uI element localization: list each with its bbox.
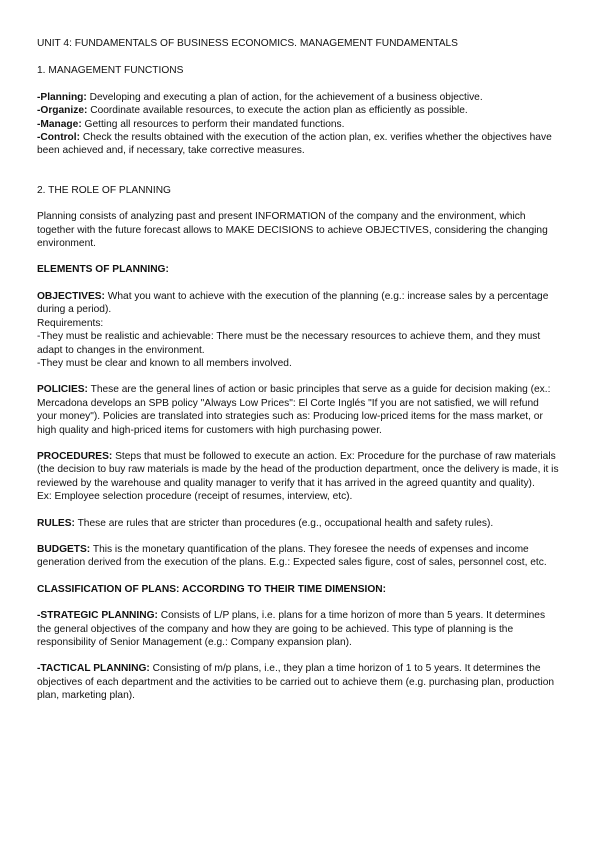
management-functions-list bbox=[37, 91, 560, 158]
unit-title: UNIT 4: FUNDAMENTALS OF BUSINESS ECONOMICS. MANAGEMENT FUNDAMENTALS bbox=[37, 38, 458, 49]
rules-paragraph bbox=[37, 517, 560, 530]
budgets-term: BUDGETS: bbox=[37, 543, 91, 555]
spacer bbox=[37, 370, 560, 383]
spacer bbox=[37, 570, 560, 583]
classification-heading bbox=[37, 583, 560, 596]
classification-heading-text: CLASSIFICATION OF PLANS: ACCORDING TO THEIR TIME DIMENSION: bbox=[37, 583, 387, 595]
function-manage bbox=[37, 118, 560, 131]
spacer bbox=[37, 504, 560, 517]
function-text: Coordinate available resources, to execute the action plan as efficiently as possible. bbox=[87, 105, 468, 117]
function-text: Getting all resources to perform their mandated functions. bbox=[81, 118, 345, 130]
procedures-example: Ex: Employee selection procedure (receipt of resumes, interview, etc). bbox=[37, 491, 353, 503]
spacer bbox=[37, 530, 560, 543]
strategic-paragraph bbox=[37, 609, 560, 649]
budgets-paragraph bbox=[37, 543, 560, 570]
function-term: -Control: bbox=[37, 132, 80, 144]
tactical-text: Consisting of m/p plans, i.e., they plan a time horizon of 1 to 5 years. It determines the objectives of each department and the activities to be carried out to achieve them (e.g. purchasing plan, production plan, marketing plan). bbox=[37, 663, 555, 702]
section1-heading: 1. MANAGEMENT FUNCTIONS bbox=[37, 65, 184, 77]
tactical-term: -TACTICAL PLANNING: bbox=[37, 663, 150, 675]
procedures-paragraph bbox=[37, 450, 560, 490]
objectives-block bbox=[37, 290, 560, 370]
objectives-paragraph bbox=[37, 290, 560, 317]
tactical-paragraph bbox=[37, 662, 560, 702]
spacer bbox=[37, 158, 560, 184]
spacer bbox=[37, 277, 560, 290]
function-planning bbox=[37, 91, 560, 104]
policies-term: POLICIES: bbox=[37, 384, 88, 396]
budgets-text: This is the monetary quantification of the plans. They foresee the needs of expenses and income generation derived from the execution of the plans. E.g.: Expected sales figure, cost of sales, personnel cost, etc. bbox=[37, 543, 547, 569]
spacer bbox=[37, 197, 560, 210]
requirement-2: -They must be clear and known to all members involved. bbox=[37, 357, 292, 369]
procedures-block bbox=[37, 450, 560, 504]
function-term: -Organize: bbox=[37, 105, 88, 117]
function-text: Check the results obtained with the execution of the action plan, ex. verifies whether the objectives have been achieved and, if necessary, take corrective measures. bbox=[37, 132, 552, 157]
policies-text: These are the general lines of action or basic principles that serve as a guide for decision making (ex.: Mercadona develops an SPB policy "Always Low Prices": El Corte Inglés "If you are not satisfied, we will refund your money"). Policies are translated into strategies such as: Producing low-priced items for the mass market, or high quality and high-priced items for customers with high purchasing power. bbox=[37, 384, 551, 436]
requirements-label: Requirements: bbox=[37, 317, 104, 329]
function-organize bbox=[37, 104, 560, 117]
function-text: Developing and executing a plan of action, for the achievement of a business objective. bbox=[86, 91, 483, 103]
spacer bbox=[37, 649, 560, 662]
planning-intro: Planning consists of analyzing past and present INFORMATION of the company and the environment, which together with the future forecast allows to MAKE DECISIONS to achieve OBJECTIVES, considering the changing environment. bbox=[37, 211, 548, 250]
requirement-1: -They must be realistic and achievable: There must be the necessary resources to achieve them, and they must adapt to changes in the environment. bbox=[37, 331, 541, 356]
spacer bbox=[37, 596, 560, 609]
strategic-text: Consists of L/P plans, i.e. plans for a time horizon of more than 5 years. It determines the general objectives of the company and how they are going to be achieved. This type of planning is the responsibility of Senior Management (e.g.: Company expansion plan). bbox=[37, 610, 546, 648]
function-control bbox=[37, 131, 560, 158]
function-term: -Planning: bbox=[37, 91, 87, 103]
objectives-text: What you want to achieve with the execution of the planning (e.g.: increase sales by a percentage during a period). bbox=[37, 290, 549, 316]
spacer bbox=[37, 437, 560, 450]
elements-heading-text: ELEMENTS OF PLANNING: bbox=[37, 264, 169, 276]
spacer bbox=[37, 250, 560, 263]
rules-text: These are rules that are stricter than procedures (e.g., occupational health and safety rules). bbox=[74, 517, 494, 529]
section2-heading: 2. THE ROLE OF PLANNING bbox=[37, 184, 171, 196]
procedures-term: PROCEDURES: bbox=[37, 450, 113, 462]
elements-heading bbox=[37, 263, 560, 276]
rules-term: RULES: bbox=[37, 517, 75, 529]
policies-paragraph bbox=[37, 383, 560, 437]
objectives-term: OBJECTIVES: bbox=[37, 290, 105, 302]
function-term: -Manage: bbox=[37, 118, 82, 130]
strategic-term: -STRATEGIC PLANNING: bbox=[37, 610, 158, 622]
procedures-text: Steps that must be followed to execute an action. Ex: Procedure for the purchase of raw materials (the decision to buy raw materials is made by the head of the production department, once the delivery is made, it is reviewed by the warehouse and quality manager to verify that it has arrived in the agreed quantity and quality). bbox=[37, 450, 559, 489]
